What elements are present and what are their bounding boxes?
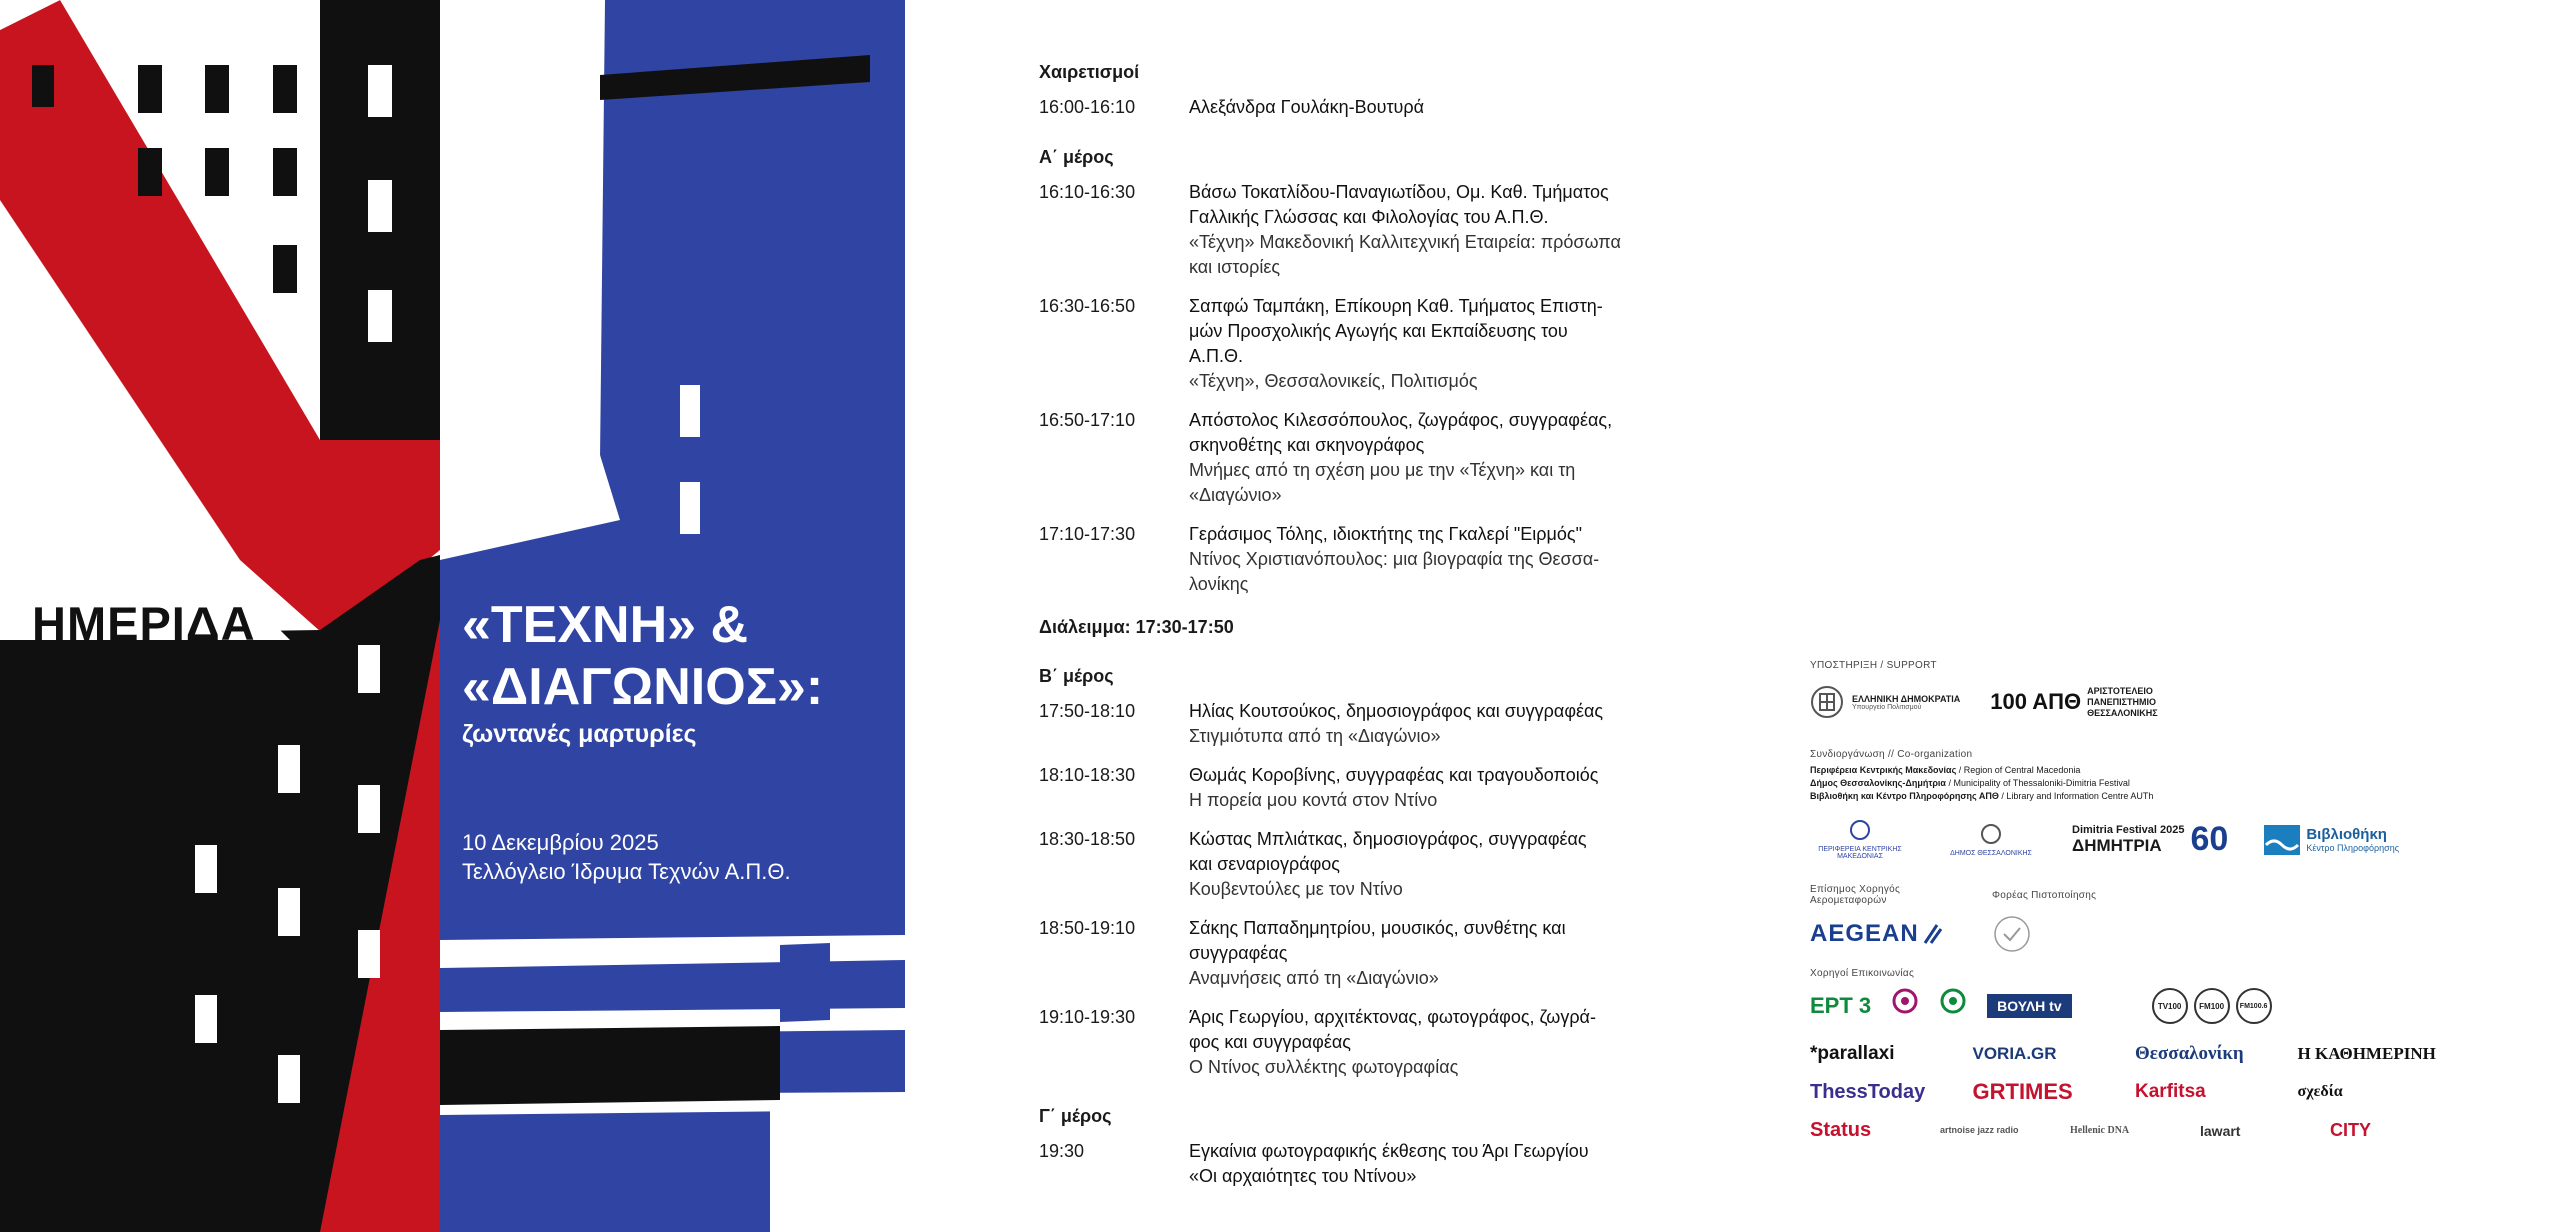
schedule-row bbox=[1039, 699, 1679, 749]
coorg-line-rest: / Municipality of Thessaloniki-Dimitria Festival bbox=[1945, 778, 2130, 788]
schedule-entry bbox=[1189, 408, 1679, 508]
event-title-line: «ΤΕΧΝΗ» & bbox=[462, 596, 749, 654]
schedule-talk-line: «Τέχνη» Μακεδονική Καλλιτεχνική Εταιρεία: πρόσωπα bbox=[1189, 232, 1621, 252]
part-c-list bbox=[1039, 1139, 1679, 1189]
schedule-entry bbox=[1189, 763, 1679, 813]
dimitria-logo-number: 60 bbox=[2190, 820, 2229, 858]
schedule-talk-line: Αναμνήσεις από τη «Διαγώνιο» bbox=[1189, 968, 1439, 988]
grtimes-logo: GRTIMES bbox=[1972, 1079, 2073, 1104]
part-b-list bbox=[1039, 699, 1679, 1080]
airline-cert-labels bbox=[1810, 884, 2490, 906]
auth-name: ΑΡΙΣΤΟΤΕΛΕΙΟ ΠΑΝΕΠΙΣΤΗΜΙΟ ΘΕΣΣΑΛΟΝΙΚΗΣ bbox=[2087, 685, 2158, 718]
schedule-talk-line: Ο Ντίνος συλλέκτης φωτογραφίας bbox=[1189, 1057, 1459, 1077]
schedule-speaker-line: Θωμάς Κοροβίνης, συγγραφέας και τραγουδοποιός bbox=[1189, 765, 1599, 785]
support-label: ΥΠΟΣΤΗΡΙΞΗ / SUPPORT bbox=[1810, 660, 1937, 671]
media-row-1 bbox=[1810, 1043, 2460, 1065]
schedule-entry bbox=[1189, 827, 1679, 902]
greek-republic-logo bbox=[1810, 685, 1960, 719]
schedule-time: 16:10-16:30 bbox=[1039, 182, 1136, 202]
schedule-speaker-line: Κώστας Μπλιάτκας, δημοσιογράφος, συγγραφέας bbox=[1189, 829, 1587, 849]
library-logo-name: Βιβλιοθήκη bbox=[2306, 826, 2387, 843]
auth-logo bbox=[1990, 686, 2217, 719]
schedule-time: 16:50-17:10 bbox=[1039, 410, 1136, 430]
schedule-talk-line: Κουβεντούλες με τον Ντίνο bbox=[1189, 879, 1403, 899]
schedule-row bbox=[1039, 1139, 1679, 1189]
media-row-broadcast bbox=[1810, 987, 2490, 1025]
teloglion-logo bbox=[455, 96, 525, 196]
schedule-row bbox=[1039, 180, 1679, 280]
schedule-time: 18:50-19:10 bbox=[1039, 918, 1136, 938]
region-emblem-icon bbox=[1849, 819, 1871, 841]
teloglion-logo-icon bbox=[468, 96, 512, 144]
coorg-line-rest: / Library and Information Centre AUTh bbox=[1998, 791, 2154, 801]
coorg-line-rest: / Region of Central Macedonia bbox=[1956, 765, 2081, 775]
schedule-speaker-line: συγγραφέας bbox=[1189, 943, 1288, 963]
schedule-talk-line: και ιστορίες bbox=[1189, 257, 1281, 277]
schedule-entry bbox=[1189, 180, 1679, 280]
region-logo-name: ΠΕΡΙΦΕΡΕΙΑ ΚΕΝΤΡΙΚΗΣ ΜΑΚΕΔΟΝΙΑΣ bbox=[1818, 846, 1902, 860]
schedule-speaker-line: Σαπφώ Ταμπάκη, Επίκουρη Καθ. Τμήματος Επιστη- bbox=[1189, 296, 1603, 316]
status-logo: Status bbox=[1810, 1119, 1872, 1141]
schedule-speaker: Αλεξάνδρα Γουλάκη-Βουτυρά bbox=[1189, 97, 1425, 117]
schedule-speaker-line: Α.Π.Θ. bbox=[1189, 346, 1244, 366]
schedule-talk-line: Η πορεία μου κοντά στον Ντίνο bbox=[1189, 790, 1438, 810]
media-row-2 bbox=[1810, 1079, 2460, 1105]
dimitria-logo bbox=[2072, 820, 2228, 859]
schedule-speaker-line: Ηλίας Κουτσούκος, δημοσιογράφος και συγγραφέας bbox=[1189, 701, 1604, 721]
tv100-logo: TV100 bbox=[2152, 988, 2188, 1024]
schedule-time: 18:10-18:30 bbox=[1039, 765, 1136, 785]
event-date-venue bbox=[462, 828, 791, 886]
logo-line: ΤΕΧΝΩΝ bbox=[466, 171, 514, 181]
greek-emblem-icon bbox=[1810, 685, 1844, 719]
coorg-line-bold: Βιβλιοθήκη και Κέντρο Πληροφόρησης ΑΠΘ bbox=[1810, 791, 1999, 801]
schedule-speaker-line: φος και συγγραφέας bbox=[1189, 1032, 1351, 1052]
greek-republic-sub: Υπουργείο Πολιτισμού bbox=[1852, 703, 1922, 711]
schedule-talk-line: λονίκης bbox=[1189, 574, 1249, 594]
schedule-time: 19:10-19:30 bbox=[1039, 1007, 1136, 1027]
part-a-list bbox=[1039, 180, 1679, 597]
media-row-3 bbox=[1810, 1119, 2460, 1142]
section-heading-part-b: Β΄ μέρος bbox=[1039, 666, 1114, 686]
thesstoday-logo: ThessToday bbox=[1810, 1080, 1926, 1103]
coorg-line bbox=[1810, 764, 2490, 777]
aegean-logo bbox=[1810, 920, 1952, 948]
schedule-entry bbox=[1189, 699, 1679, 749]
schedule-row bbox=[1039, 95, 1679, 120]
greek-republic-name: ΕΛΛΗΝΙΚΗ ΔΗΜΟΚΡΑΤΙΑ bbox=[1852, 693, 1961, 704]
logo-line: Α.Π.Θ. bbox=[471, 184, 508, 194]
event-kind-label: ΗΜΕΡΙΔΑ bbox=[32, 597, 256, 650]
library-wave-icon bbox=[2264, 825, 2300, 855]
artnoise-logo: artnoise jazz radio bbox=[1940, 1125, 2019, 1135]
media-label: Χορηγοί Επικοινωνίας bbox=[1810, 968, 1915, 979]
event-title bbox=[462, 594, 823, 718]
schedule-speaker-line: σκηνοθέτης και σκηνογράφος bbox=[1189, 435, 1425, 455]
municipality-logo-name: ΔΗΜΟΣ ΘΕΣΣΑΛΟΝΙΚΗΣ bbox=[1950, 849, 2032, 857]
schedule-talk-line: Στιγμιότυπα από τη «Διαγώνιο» bbox=[1189, 726, 1441, 746]
coorg-line bbox=[1810, 790, 2490, 803]
cert-label: Φορέας Πιστοποίησης bbox=[1992, 889, 2097, 901]
schedule-speaker-line: Βάσω Τοκατλίδου-Παναγιωτίδου, Ομ. Καθ. Τμήματος bbox=[1189, 182, 1609, 202]
tv100-fm100-logos bbox=[2152, 988, 2272, 1024]
section-heading-part-a: Α΄ μέρος bbox=[1039, 147, 1114, 167]
schedule-row bbox=[1039, 763, 1679, 813]
schedule-speaker-line: Γεράσιμος Τόλης, ιδιοκτήτης της Γκαλερί "Ειρμός" bbox=[1189, 524, 1582, 544]
aegean-wings-icon bbox=[1923, 923, 1943, 945]
logo-line: ΤΕΛΛΟΓΛΕΙΟ bbox=[455, 145, 526, 155]
coorg-lines bbox=[1810, 764, 2490, 803]
schedule-time: 18:30-18:50 bbox=[1039, 829, 1136, 849]
schedule-time: 16:00-16:10 bbox=[1039, 97, 1136, 117]
coorg-line-bold: Περιφέρεια Κεντρικής Μακεδονίας bbox=[1810, 765, 1957, 775]
schedule-time: 17:10-17:30 bbox=[1039, 524, 1136, 544]
lawart-logo: lawart bbox=[2200, 1122, 2241, 1139]
municipality-logo bbox=[1946, 823, 2036, 857]
schedule-talk-line: «Διαγώνιο» bbox=[1189, 485, 1282, 505]
thessaloniki-logo: Θεσσαλονίκη bbox=[2135, 1043, 2244, 1064]
schedule-talk-line: Μνήμες από τη σχέση μου με την «Τέχνη» και τη bbox=[1189, 460, 1576, 480]
ert-radio-icon bbox=[1939, 987, 1967, 1025]
schedule-entry bbox=[1189, 522, 1679, 597]
dimitria-logo-name: Dimitria Festival 2025 bbox=[2072, 823, 2185, 836]
parallaxi-logo: *parallaxi bbox=[1810, 1043, 1895, 1064]
certification-seal-icon bbox=[1992, 914, 2032, 954]
coorg-label: Συνδιοργάνωση // Co-organization bbox=[1810, 749, 1973, 760]
hellenic-dna-logo: Hellenic DNA bbox=[2070, 1125, 2130, 1136]
schedule-row bbox=[1039, 522, 1679, 597]
support-logos bbox=[1810, 685, 2490, 719]
sponsors-block bbox=[1810, 660, 2490, 1142]
coorg-logos bbox=[1810, 819, 2490, 860]
schedule-entry bbox=[1189, 294, 1679, 394]
schedule-row bbox=[1039, 916, 1679, 991]
library-logo bbox=[2264, 825, 2399, 855]
event-date: 10 Δεκεμβρίου 2025 bbox=[462, 830, 659, 855]
region-logo bbox=[1810, 819, 1910, 860]
ert-radio-icon bbox=[1891, 987, 1919, 1025]
dimitria-logo-sub: ΔΗΜΗΤΡΙΑ bbox=[2072, 835, 2162, 855]
event-poster bbox=[0, 0, 905, 1232]
airline-label: Επίσημος Χορηγός Αερομεταφορών bbox=[1810, 884, 1901, 906]
schedule-speaker-line: μών Προσχολικής Αγωγής και Εκπαίδευσης του bbox=[1189, 321, 1568, 341]
schedule-talk-line: «Τέχνη», Θεσσαλονικείς, Πολιτισμός bbox=[1189, 371, 1478, 391]
logo-line: ΙΔΡΥΜΑ bbox=[468, 158, 512, 168]
schedule-speaker-line: Απόστολος Κιλεσσόπουλος, ζωγράφος, συγγραφέας, bbox=[1189, 410, 1613, 430]
fm100-logo: FM100 bbox=[2194, 988, 2230, 1024]
schedule-time: 17:50-18:10 bbox=[1039, 701, 1136, 721]
municipality-emblem-icon bbox=[1980, 823, 2002, 845]
fm100-6-logo: FM100.6 bbox=[2236, 988, 2272, 1024]
coorg-line-bold: Δήμος Θεσσαλονίκης-Δημήτρια bbox=[1810, 778, 1946, 788]
schedule-time: 19:30 bbox=[1039, 1141, 1085, 1161]
airline-cert-logos bbox=[1810, 914, 2490, 954]
break-label: Διάλειμμα: 17:30-17:50 bbox=[1039, 617, 1234, 637]
schedule-speaker-line: Γαλλικής Γλώσσας και Φιλολογίας του Α.Π.Θ. bbox=[1189, 207, 1549, 227]
section-heading-greetings: Χαιρετισμοί bbox=[1039, 62, 1140, 82]
karfitsa-logo: Karfitsa bbox=[2135, 1081, 2206, 1102]
city-logo: CITY bbox=[2330, 1120, 2372, 1140]
kathimerini-logo: Η ΚΑΘΗΜΕΡΙΝΗ bbox=[2297, 1044, 2436, 1063]
event-venue: Τελλόγλειο Ίδρυμα Τεχνών Α.Π.Θ. bbox=[462, 859, 791, 884]
schedule-entry bbox=[1189, 1005, 1679, 1080]
schedule-speaker-line: Εγκαίνια φωτογραφικής έκθεσης του Άρι Γεωργίου bbox=[1189, 1141, 1589, 1161]
schedule-row bbox=[1039, 294, 1679, 394]
coorg-line bbox=[1810, 777, 2490, 790]
schedule-entry bbox=[1189, 916, 1679, 991]
event-subtitle: ζωντανές μαρτυρίες bbox=[462, 720, 697, 748]
schedule-entry bbox=[1189, 1139, 1679, 1189]
schedule-time: 16:30-16:50 bbox=[1039, 296, 1136, 316]
schedia-logo: σχεδία bbox=[2297, 1083, 2343, 1100]
programme-schedule bbox=[1039, 60, 1679, 1189]
section-heading-part-c: Γ΄ μέρος bbox=[1039, 1106, 1112, 1126]
event-title-line: «ΔΙΑΓΩΝΙΟΣ»: bbox=[462, 658, 824, 716]
library-logo-sub: Κέντρο Πληροφόρησης bbox=[2306, 843, 2400, 853]
schedule-talk-line: Ντίνος Χριστιανόπουλος: μια βιογραφία της Θεσσα- bbox=[1189, 549, 1600, 569]
schedule-speaker-line: Άρις Γεωργίου, αρχιτέκτονας, φωτογράφος, ζωγρά- bbox=[1189, 1007, 1596, 1027]
schedule-row bbox=[1039, 408, 1679, 508]
voria-logo: VORIA.GR bbox=[1972, 1044, 2057, 1063]
auth-100-mark: 100 ΑΠΘ bbox=[1990, 689, 2082, 714]
schedule-row bbox=[1039, 827, 1679, 902]
aegean-logo-text: AEGEAN bbox=[1810, 920, 1919, 947]
schedule-row bbox=[1039, 1005, 1679, 1080]
ert3-logo: ΕΡΤ 3 bbox=[1810, 993, 1872, 1018]
schedule-speaker-line: «Οι αρχαιότητες του Ντίνου» bbox=[1189, 1166, 1417, 1186]
schedule-speaker-line: Σάκης Παπαδημητρίου, μουσικός, συνθέτης και bbox=[1189, 918, 1566, 938]
vouli-tv-logo: ΒΟΥΛΗ tv bbox=[1987, 994, 2071, 1018]
schedule-speaker-line: και σεναριογράφος bbox=[1189, 854, 1340, 874]
